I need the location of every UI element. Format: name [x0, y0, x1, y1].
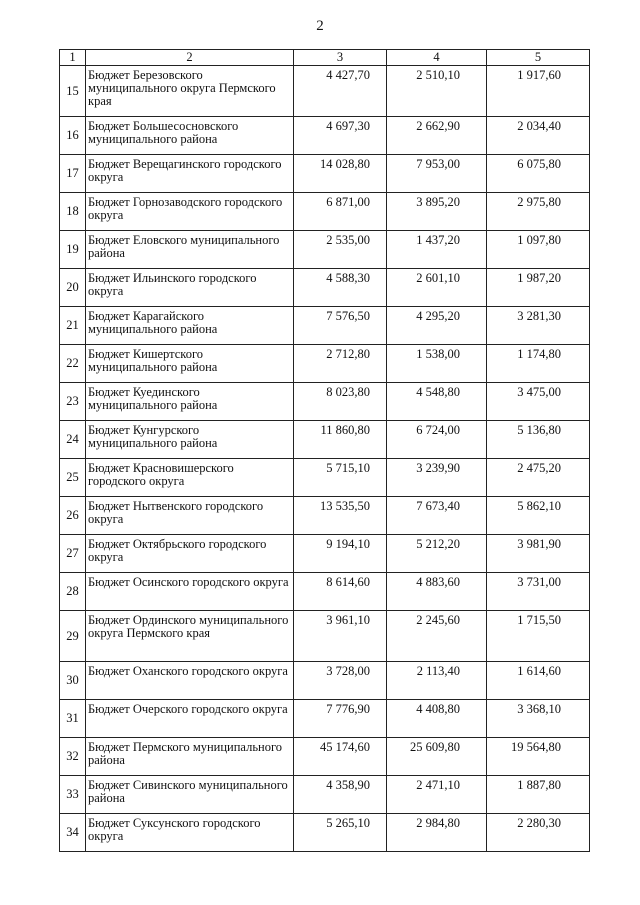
row-number: 19 — [60, 231, 86, 269]
table-row — [60, 497, 590, 535]
value-col-5: 1 614,60 — [487, 662, 590, 700]
value-col-3: 5 265,10 — [294, 814, 387, 852]
value-col-5: 3 281,30 — [487, 307, 590, 345]
table-row — [60, 776, 590, 814]
value-col-5: 1 715,50 — [487, 611, 590, 662]
budget-name: Бюджет Кишертского муниципального района — [86, 345, 294, 383]
column-header-2: 2 — [86, 50, 294, 66]
budget-name: Бюджет Ильинского городского округа — [86, 269, 294, 307]
row-number: 24 — [60, 421, 86, 459]
value-col-5: 1 174,80 — [487, 345, 590, 383]
budget-name: Бюджет Осинского городского округа — [86, 573, 294, 611]
table-row — [60, 700, 590, 738]
value-col-4: 3 239,90 — [387, 459, 487, 497]
table-row — [60, 231, 590, 269]
row-number: 21 — [60, 307, 86, 345]
value-col-4: 4 548,80 — [387, 383, 487, 421]
value-col-5: 2 475,20 — [487, 459, 590, 497]
budget-name: Бюджет Березовского муниципального округа Пермского края — [86, 66, 294, 117]
row-number: 33 — [60, 776, 86, 814]
table-row — [60, 459, 590, 497]
row-number: 27 — [60, 535, 86, 573]
budget-name: Бюджет Куединского муниципального района — [86, 383, 294, 421]
budget-name: Бюджет Сивинского муниципального района — [86, 776, 294, 814]
table-row — [60, 383, 590, 421]
value-col-3: 8 023,80 — [294, 383, 387, 421]
budget-name: Бюджет Очерского городского округа — [86, 700, 294, 738]
value-col-3: 3 961,10 — [294, 611, 387, 662]
value-col-3: 3 728,00 — [294, 662, 387, 700]
table-row — [60, 814, 590, 852]
value-col-3: 45 174,60 — [294, 738, 387, 776]
value-col-5: 3 368,10 — [487, 700, 590, 738]
header-row — [60, 50, 590, 66]
budget-name: Бюджет Красновишерского городского округа — [86, 459, 294, 497]
row-number: 20 — [60, 269, 86, 307]
value-col-3: 13 535,50 — [294, 497, 387, 535]
value-col-4: 4 883,60 — [387, 573, 487, 611]
value-col-3: 4 697,30 — [294, 117, 387, 155]
value-col-5: 6 075,80 — [487, 155, 590, 193]
value-col-3: 4 427,70 — [294, 66, 387, 117]
value-col-3: 7 776,90 — [294, 700, 387, 738]
value-col-4: 2 113,40 — [387, 662, 487, 700]
value-col-4: 2 510,10 — [387, 66, 487, 117]
column-header-1: 1 — [60, 50, 86, 66]
row-number: 32 — [60, 738, 86, 776]
value-col-4: 4 408,80 — [387, 700, 487, 738]
value-col-4: 7 673,40 — [387, 497, 487, 535]
value-col-5: 19 564,80 — [487, 738, 590, 776]
value-col-5: 5 136,80 — [487, 421, 590, 459]
column-header-3: 3 — [294, 50, 387, 66]
table-row — [60, 66, 590, 117]
row-number: 23 — [60, 383, 86, 421]
value-col-4: 2 984,80 — [387, 814, 487, 852]
table-row — [60, 738, 590, 776]
value-col-3: 4 588,30 — [294, 269, 387, 307]
value-col-4: 4 295,20 — [387, 307, 487, 345]
value-col-5: 2 975,80 — [487, 193, 590, 231]
value-col-3: 8 614,60 — [294, 573, 387, 611]
budget-name: Бюджет Еловского муниципального района — [86, 231, 294, 269]
page-number: 2 — [316, 18, 324, 34]
value-col-4: 2 662,90 — [387, 117, 487, 155]
table-row — [60, 535, 590, 573]
row-number: 25 — [60, 459, 86, 497]
value-col-4: 2 471,10 — [387, 776, 487, 814]
value-col-5: 1 097,80 — [487, 231, 590, 269]
table-row — [60, 611, 590, 662]
table-row — [60, 345, 590, 383]
value-col-4: 1 437,20 — [387, 231, 487, 269]
value-col-3: 7 576,50 — [294, 307, 387, 345]
value-col-3: 2 535,00 — [294, 231, 387, 269]
budget-name: Бюджет Большесосновского муниципального района — [86, 117, 294, 155]
row-number: 31 — [60, 700, 86, 738]
value-col-3: 5 715,10 — [294, 459, 387, 497]
row-number: 16 — [60, 117, 86, 155]
budget-table — [59, 49, 590, 852]
row-number: 26 — [60, 497, 86, 535]
row-number: 34 — [60, 814, 86, 852]
table-row — [60, 662, 590, 700]
table-row — [60, 117, 590, 155]
value-col-4: 2 601,10 — [387, 269, 487, 307]
value-col-3: 4 358,90 — [294, 776, 387, 814]
table-row — [60, 193, 590, 231]
value-col-5: 3 731,00 — [487, 573, 590, 611]
value-col-4: 7 953,00 — [387, 155, 487, 193]
budget-name: Бюджет Горнозаводского городского округа — [86, 193, 294, 231]
value-col-4: 3 895,20 — [387, 193, 487, 231]
budget-name: Бюджет Нытвенского городского округа — [86, 497, 294, 535]
table-row — [60, 155, 590, 193]
column-header-5: 5 — [487, 50, 590, 66]
budget-name: Бюджет Верещагинского городского округа — [86, 155, 294, 193]
table-row — [60, 269, 590, 307]
table-row — [60, 573, 590, 611]
value-col-3: 14 028,80 — [294, 155, 387, 193]
budget-name: Бюджет Карагайского муниципального района — [86, 307, 294, 345]
value-col-5: 3 981,90 — [487, 535, 590, 573]
budget-name: Бюджет Ординского муниципального округа Пермского края — [86, 611, 294, 662]
value-col-4: 25 609,80 — [387, 738, 487, 776]
value-col-5: 1 987,20 — [487, 269, 590, 307]
row-number: 22 — [60, 345, 86, 383]
budget-name: Бюджет Октябрьского городского округа — [86, 535, 294, 573]
row-number: 30 — [60, 662, 86, 700]
value-col-4: 5 212,20 — [387, 535, 487, 573]
value-col-3: 11 860,80 — [294, 421, 387, 459]
column-header-4: 4 — [387, 50, 487, 66]
value-col-3: 2 712,80 — [294, 345, 387, 383]
budget-name: Бюджет Пермского муниципального района — [86, 738, 294, 776]
budget-name: Бюджет Суксунского городского округа — [86, 814, 294, 852]
value-col-5: 1 887,80 — [487, 776, 590, 814]
value-col-5: 3 475,00 — [487, 383, 590, 421]
row-number: 29 — [60, 611, 86, 662]
table-row — [60, 421, 590, 459]
row-number: 18 — [60, 193, 86, 231]
row-number: 28 — [60, 573, 86, 611]
value-col-4: 2 245,60 — [387, 611, 487, 662]
value-col-5: 1 917,60 — [487, 66, 590, 117]
table-row — [60, 307, 590, 345]
value-col-5: 2 034,40 — [487, 117, 590, 155]
value-col-4: 1 538,00 — [387, 345, 487, 383]
row-number: 17 — [60, 155, 86, 193]
value-col-3: 6 871,00 — [294, 193, 387, 231]
value-col-5: 5 862,10 — [487, 497, 590, 535]
budget-name: Бюджет Кунгурского муниципального района — [86, 421, 294, 459]
value-col-3: 9 194,10 — [294, 535, 387, 573]
value-col-5: 2 280,30 — [487, 814, 590, 852]
budget-name: Бюджет Оханского городского округа — [86, 662, 294, 700]
value-col-4: 6 724,00 — [387, 421, 487, 459]
row-number: 15 — [60, 66, 86, 117]
